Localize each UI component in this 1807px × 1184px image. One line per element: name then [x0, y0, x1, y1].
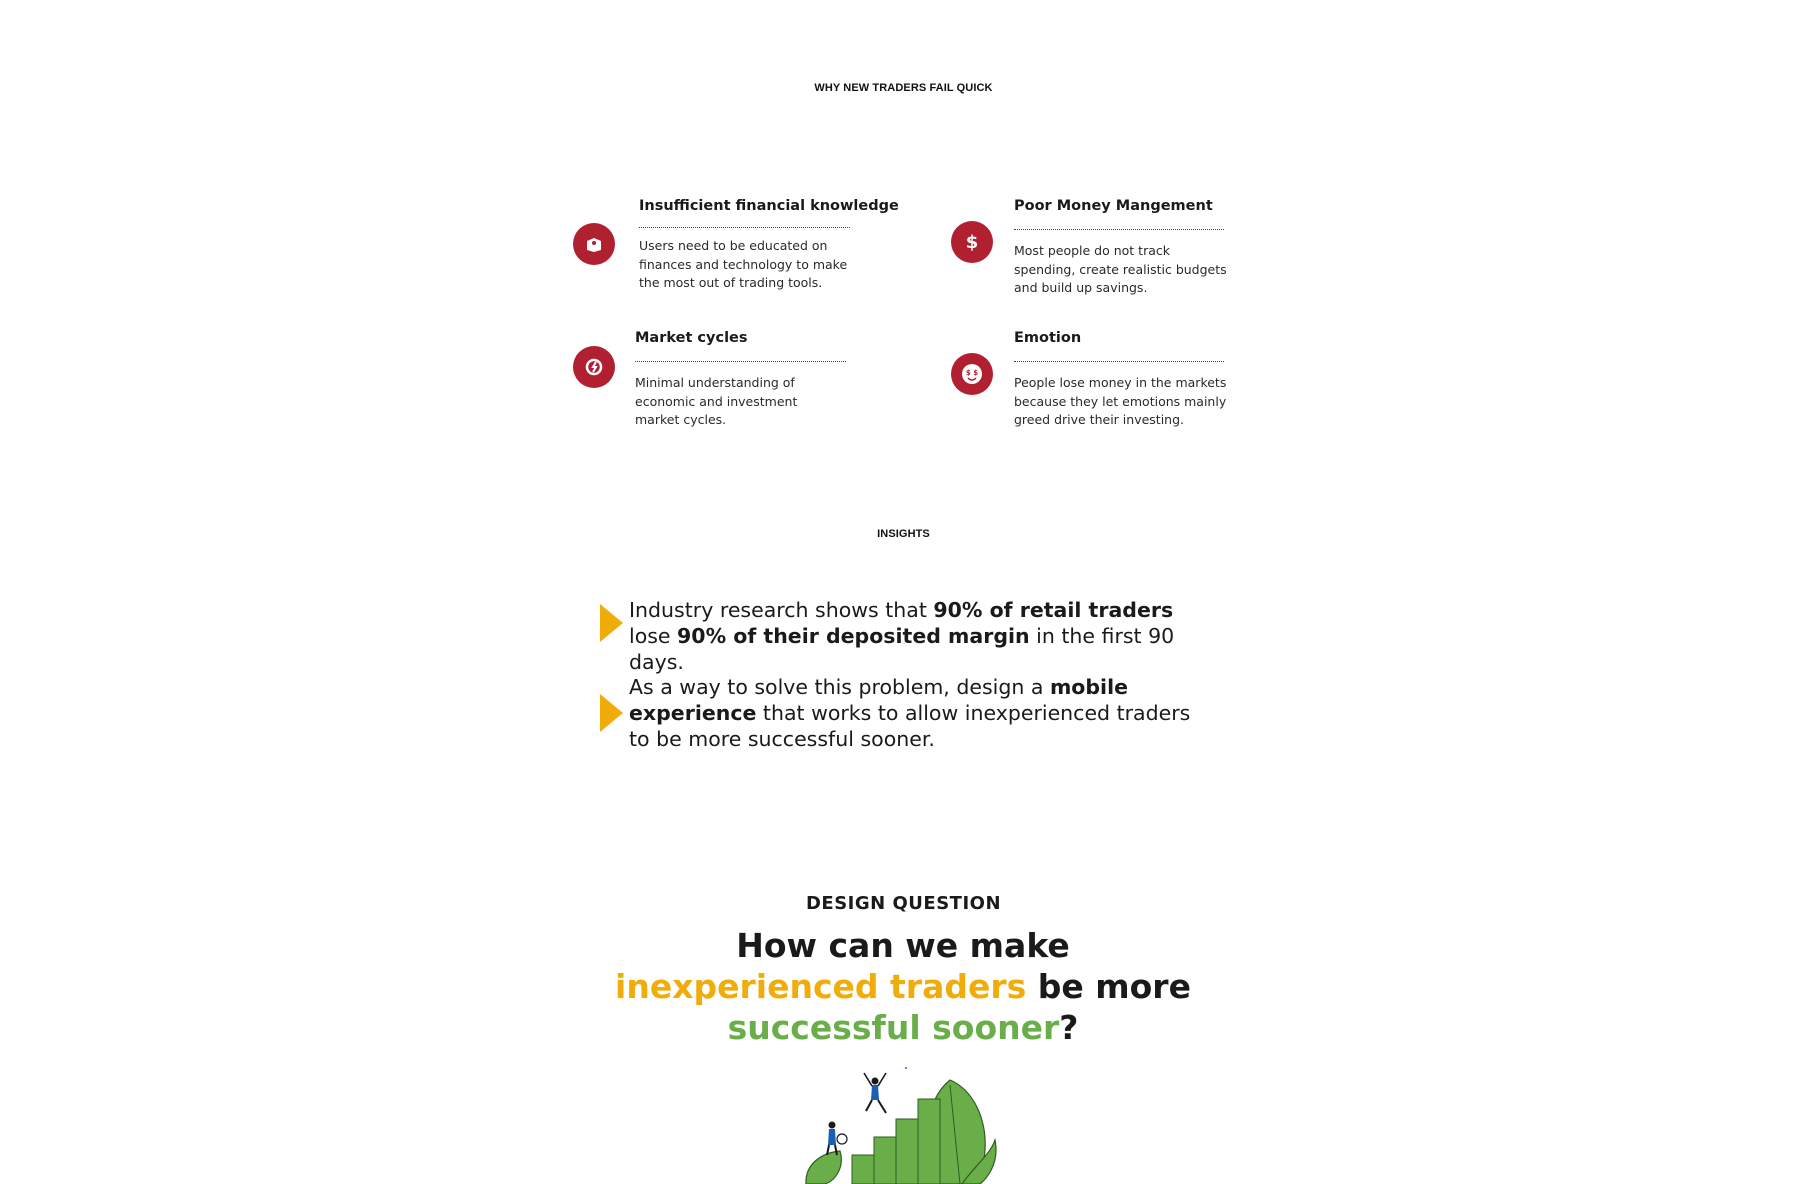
design-question-heading: How can we make inexperienced traders be more successful sooner?	[615, 926, 1191, 1047]
problem-description: Most people do not track spending, create realistic budgets and build up savings.	[1014, 243, 1227, 295]
problem-description: Users need to be educated on finances and technology to make the most out of trading tools.	[639, 238, 848, 290]
problem-title: Market cycles	[635, 330, 748, 346]
book-icon	[573, 223, 615, 265]
divider	[639, 227, 850, 228]
problem-description: People lose money in the markets because they let emotions mainly greed drive their investing.	[1014, 375, 1227, 427]
section-eyebrow-why-fail: WHY NEW TRADERS FAIL QUICK	[814, 82, 993, 94]
greedy-face-icon	[951, 353, 993, 395]
divider	[1014, 229, 1224, 230]
cycle-icon	[573, 346, 615, 388]
svg-text:$ $: $ $	[965, 369, 979, 377]
growth-stairs-illustration	[800, 1055, 1000, 1184]
problem-description: Minimal understanding of economic and investment market cycles.	[635, 375, 798, 427]
dollar-icon	[951, 221, 993, 263]
arrow-bullet-icon	[600, 604, 623, 642]
arrow-bullet-icon	[600, 694, 623, 732]
problem-title: Poor Money Mangement	[1014, 198, 1213, 214]
divider	[635, 361, 846, 362]
divider	[1014, 361, 1224, 362]
insight-text: Industry research shows that 90% of retail traders lose 90% of their deposited margin in the first 90 days.	[629, 598, 1175, 674]
problem-title: Emotion	[1014, 330, 1082, 346]
svg-text:$: $	[965, 232, 979, 253]
problem-title: Insufficient financial knowledge	[639, 198, 899, 214]
section-eyebrow-insights: INSIGHTS	[877, 528, 930, 540]
insight-text: As a way to solve this problem, design a mobile experience that works to allow inexperienced traders to be more successful sooner.	[629, 675, 1191, 751]
design-question-label: DESIGN QUESTION	[805, 893, 1002, 914]
